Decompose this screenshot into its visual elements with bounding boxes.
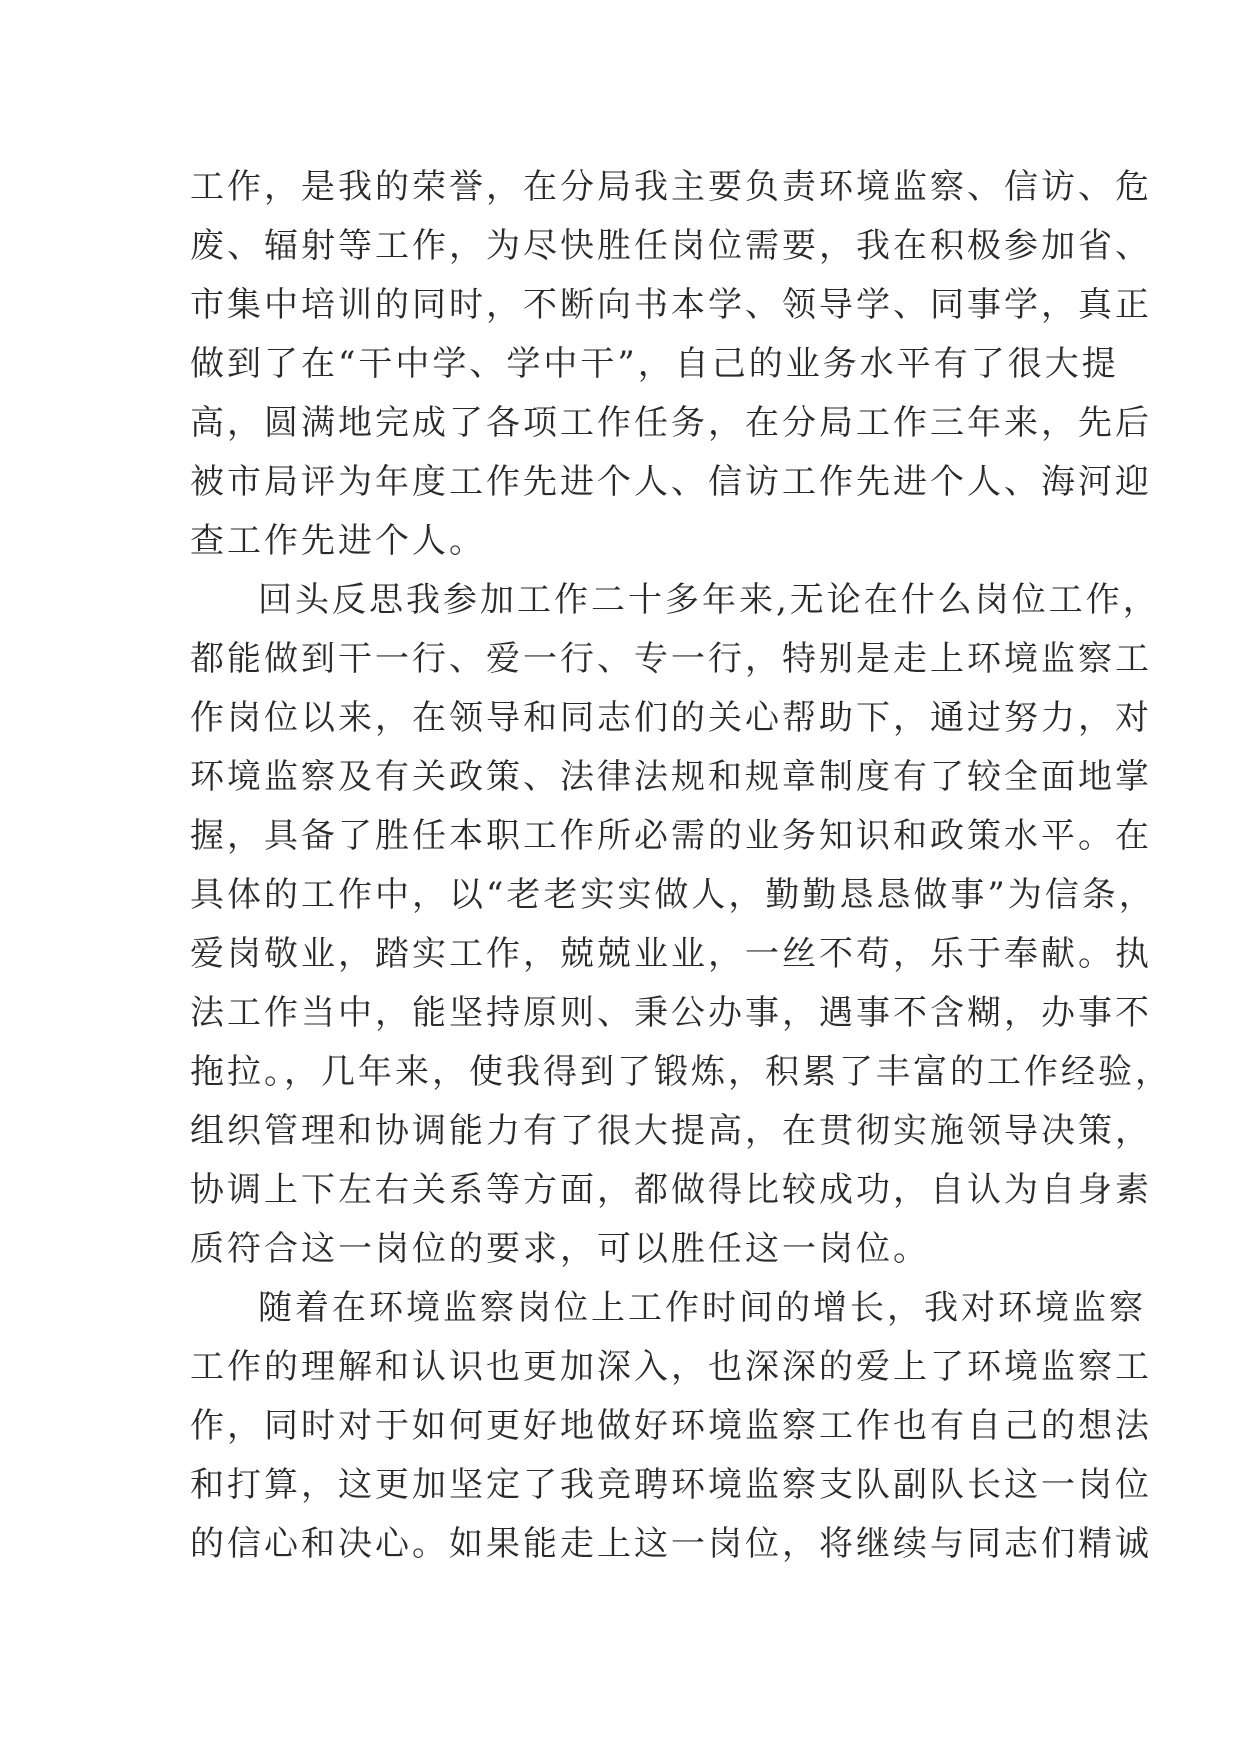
- text-line: 高，圆满地完成了各项工作任务，在分局工作三年来，先后: [190, 403, 1152, 443]
- text-line: 具体的工作中，以“老老实实做人，勤勤恳恳做事”为信条，: [190, 875, 1156, 915]
- paragraph-first-line: 随着在环境监察岗位上工作时间的增长，我对环境监察: [258, 1288, 1146, 1328]
- text-line: 工作的理解和认识也更加深入，也深深的爱上了环境监察工: [190, 1347, 1152, 1387]
- document-body: [190, 158, 1172, 1574]
- text-line: 环境监察及有关政策、法律法规和规章制度有了较全面地掌: [190, 757, 1152, 797]
- text-line: 做到了在“干中学、学中干”，自己的业务水平有了很大提: [190, 344, 1119, 384]
- text-line: 市集中培训的同时，不断向书本学、领导学、同事学，真正: [190, 285, 1152, 325]
- text-line: 法工作当中，能坚持原则、秉公办事，遇事不含糊，办事不: [190, 993, 1152, 1033]
- text-line: 查工作先进个人。: [190, 521, 486, 561]
- text-line: 协调上下左右关系等方面，都做得比较成功，自认为自身素: [190, 1170, 1152, 1210]
- text-line: 拖拉。，几年来，使我得到了锻炼，积累了丰富的工作经验，: [190, 1052, 1172, 1092]
- text-line: 都能做到干一行、爱一行、专一行，特别是走上环境监察工: [190, 639, 1152, 679]
- text-line: 和打算，这更加坚定了我竞聘环境监察支队副队长这一岗位: [190, 1465, 1152, 1505]
- paragraph-first-line: 回头反思我参加工作二十多年来,无论在什么岗位工作，: [258, 580, 1160, 620]
- text-line: 作，同时对于如何更好地做好环境监察工作也有自己的想法: [190, 1406, 1152, 1446]
- text-line: 被市局评为年度工作先进个人、信访工作先进个人、海河迎: [190, 462, 1152, 502]
- text-line: 作岗位以来，在领导和同志们的关心帮助下，通过努力，对: [190, 698, 1152, 738]
- text-line: 废、辐射等工作，为尽快胜任岗位需要，我在积极参加省、: [190, 226, 1152, 266]
- text-line: 握，具备了胜任本职工作所必需的业务知识和政策水平。在: [190, 816, 1152, 856]
- text-line: 组织管理和协调能力有了很大提高，在贯彻实施领导决策，: [190, 1111, 1152, 1151]
- text-line: 质符合这一岗位的要求，可以胜任这一岗位。: [190, 1229, 930, 1269]
- text-line: 的信心和决心。如果能走上这一岗位，将继续与同志们精诚: [190, 1524, 1152, 1564]
- text-line: 工作，是我的荣誉，在分局我主要负责环境监察、信访、危: [190, 167, 1152, 207]
- text-line: 爱岗敬业，踏实工作，兢兢业业，一丝不苟，乐于奉献。执: [190, 934, 1152, 974]
